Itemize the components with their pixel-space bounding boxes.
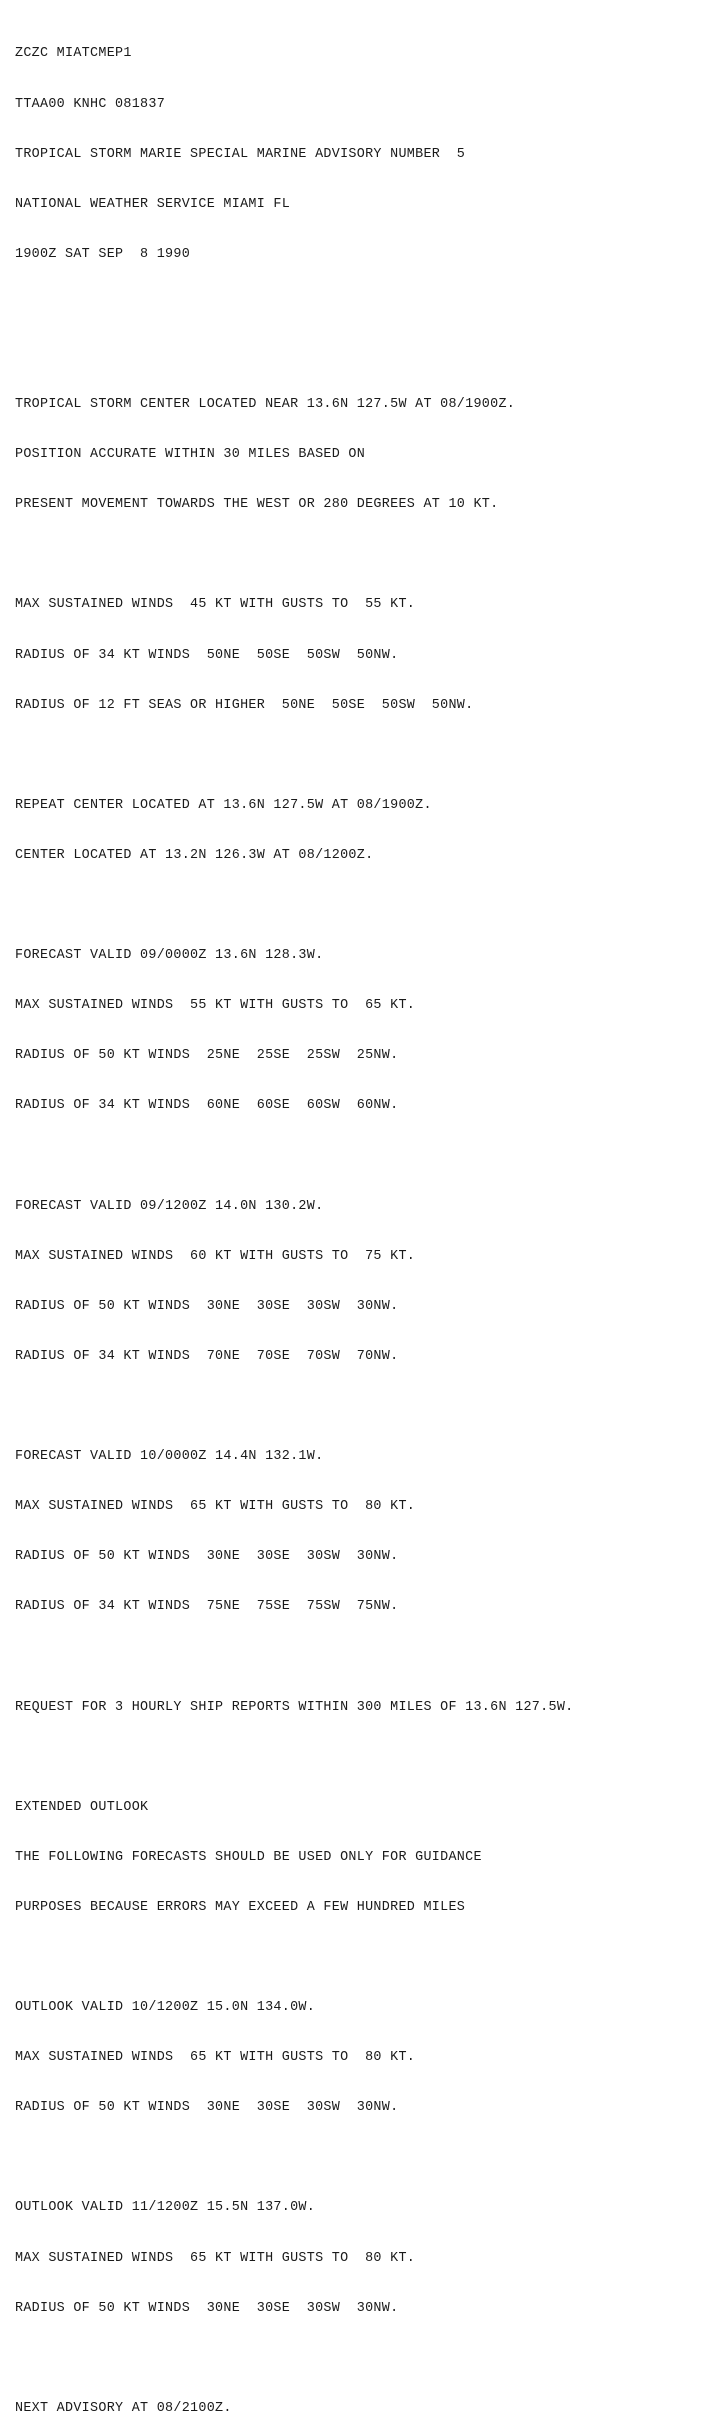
max-winds-line: MAX SUSTAINED WINDS 65 KT WITH GUSTS TO 80 KT. — [15, 2050, 416, 2066]
movement-line: PRESENT MOVEMENT TOWARDS THE WEST OR 280 DEGREES AT 10 KT. — [15, 497, 499, 513]
blank-line — [15, 1399, 705, 1416]
header-line: ZCZC MIATCMEP1 — [15, 46, 132, 62]
blank-line — [15, 347, 705, 364]
guidance-note-line: PURPOSES BECAUSE ERRORS MAY EXCEED A FEW HUNDRED MILES — [15, 1899, 466, 1915]
ship-report-request-line: REQUEST FOR 3 HOURLY SHIP REPORTS WITHIN 300 MILES OF 13.6N 127.5W. — [15, 1699, 574, 1715]
radius-line: RADIUS OF 50 KT WINDS 30NE 30SE 30SW 30NW. — [15, 2300, 399, 2316]
outlook-valid-line: OUTLOOK VALID 11/1200Z 15.5N 137.0W. — [15, 2200, 316, 2216]
max-winds-line: MAX SUSTAINED WINDS 65 KT WITH GUSTS TO 80 KT. — [15, 2250, 416, 2266]
outlook-valid-line: OUTLOOK VALID 10/1200Z 15.0N 134.0W. — [15, 2000, 316, 2016]
max-winds-line: MAX SUSTAINED WINDS 60 KT WITH GUSTS TO 75 KT. — [15, 1248, 416, 1264]
forecast-valid-line: FORECAST VALID 09/0000Z 13.6N 128.3W. — [15, 948, 324, 964]
max-winds-line: MAX SUSTAINED WINDS 55 KT WITH GUSTS TO 65 KT. — [15, 998, 416, 1014]
forecast-valid-line: FORECAST VALID 09/1200Z 14.0N 130.2W. — [15, 1198, 324, 1214]
radius-line: RADIUS OF 34 KT WINDS 75NE 75SE 75SW 75NW. — [15, 1599, 399, 1615]
next-advisory-line: NEXT ADVISORY AT 08/2100Z. — [15, 2400, 232, 2416]
radius-line: RADIUS OF 34 KT WINDS 60NE 60SE 60SW 60NW. — [15, 1098, 399, 1114]
blank-line — [15, 2351, 705, 2368]
radius-line: RADIUS OF 50 KT WINDS 30NE 30SE 30SW 30NW. — [15, 1298, 399, 1314]
blank-line — [15, 297, 705, 314]
radius-line: RADIUS OF 50 KT WINDS 30NE 30SE 30SW 30NW. — [15, 1549, 399, 1565]
advisory-document — [15, 13, 705, 2434]
blank-line — [15, 547, 705, 564]
center-location-line: TROPICAL STORM CENTER LOCATED NEAR 13.6N 127.5W AT 08/1900Z. — [15, 397, 516, 413]
repeat-center-line: REPEAT CENTER LOCATED AT 13.6N 127.5W AT 08/1900Z. — [15, 797, 432, 813]
max-winds-line: MAX SUSTAINED WINDS 65 KT WITH GUSTS TO 80 KT. — [15, 1499, 416, 1515]
blank-line — [15, 748, 705, 765]
blank-line — [15, 1649, 705, 1666]
position-accuracy-line: POSITION ACCURATE WITHIN 30 MILES BASED ON — [15, 447, 366, 463]
header-line: TTAA00 KNHC 081837 — [15, 96, 166, 112]
issuing-office: NATIONAL WEATHER SERVICE MIAMI FL — [15, 196, 291, 212]
forecast-valid-line: FORECAST VALID 10/0000Z 14.4N 132.1W. — [15, 1449, 324, 1465]
max-winds-line: MAX SUSTAINED WINDS 45 KT WITH GUSTS TO 55 KT. — [15, 597, 416, 613]
blank-line — [15, 1950, 705, 1967]
guidance-note-line: THE FOLLOWING FORECASTS SHOULD BE USED ONLY FOR GUIDANCE — [15, 1849, 482, 1865]
radius-line: RADIUS OF 50 KT WINDS 25NE 25SE 25SW 25NW. — [15, 1048, 399, 1064]
radius-line: RADIUS OF 34 KT WINDS 50NE 50SE 50SW 50NW. — [15, 647, 399, 663]
extended-outlook-heading: EXTENDED OUTLOOK — [15, 1799, 149, 1815]
advisory-title: TROPICAL STORM MARIE SPECIAL MARINE ADVISORY NUMBER 5 — [15, 146, 466, 162]
radius-line: RADIUS OF 12 FT SEAS OR HIGHER 50NE 50SE 50SW 50NW. — [15, 697, 474, 713]
blank-line — [15, 898, 705, 915]
radius-line: RADIUS OF 34 KT WINDS 70NE 70SE 70SW 70NW. — [15, 1348, 399, 1364]
blank-line — [15, 2150, 705, 2167]
radius-line: RADIUS OF 50 KT WINDS 30NE 30SE 30SW 30NW. — [15, 2100, 399, 2116]
issue-time: 1900Z SAT SEP 8 1990 — [15, 246, 191, 262]
previous-center-line: CENTER LOCATED AT 13.2N 126.3W AT 08/1200Z. — [15, 847, 374, 863]
blank-line — [15, 1750, 705, 1767]
blank-line — [15, 1148, 705, 1165]
